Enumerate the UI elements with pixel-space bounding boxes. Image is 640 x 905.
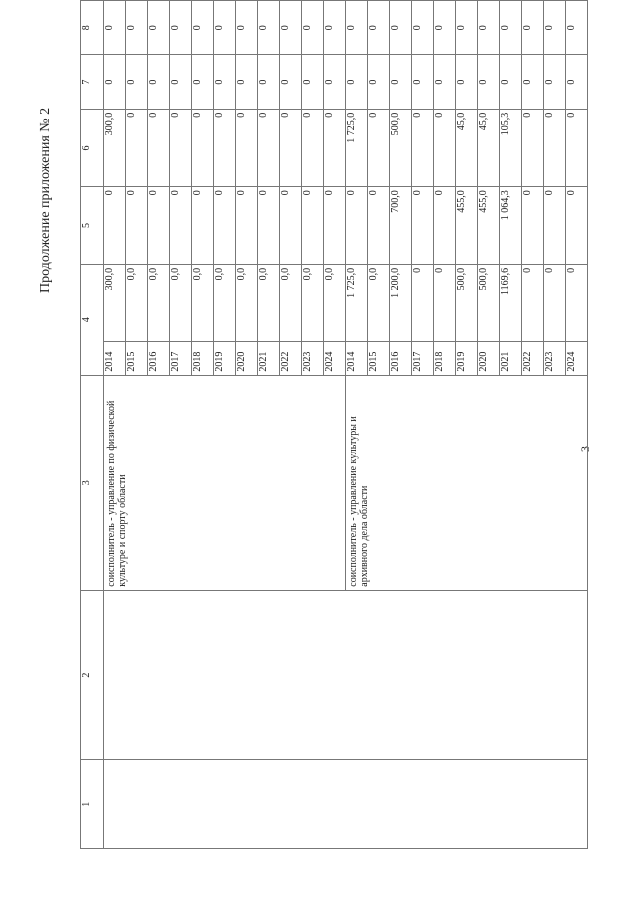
value-cell: 0 bbox=[280, 187, 302, 265]
value-cell: 0 bbox=[148, 187, 170, 265]
data-table bbox=[80, 0, 588, 849]
value-cell: 0,0 bbox=[170, 264, 192, 342]
value-cell: 0 bbox=[104, 55, 126, 109]
value-cell: 0 bbox=[346, 55, 368, 109]
value-cell: 0 bbox=[148, 55, 170, 109]
value-cell: 500,0 bbox=[390, 109, 412, 187]
year-cell: 2015 bbox=[368, 342, 390, 375]
value-cell: 0 bbox=[236, 109, 258, 187]
year-cell: 2019 bbox=[214, 342, 236, 375]
value-cell: 0 bbox=[236, 187, 258, 265]
value-cell: 0 bbox=[522, 187, 544, 265]
header-cell: 4 bbox=[81, 264, 104, 375]
value-cell: 0 bbox=[236, 55, 258, 109]
value-cell: 0,0 bbox=[126, 264, 148, 342]
year-cell: 2017 bbox=[170, 342, 192, 375]
value-cell: 0 bbox=[192, 187, 214, 265]
value-cell: 1 064,3 bbox=[500, 187, 522, 265]
value-cell: 0,0 bbox=[368, 264, 390, 342]
value-cell: 0 bbox=[412, 55, 434, 109]
year-cell: 2020 bbox=[478, 342, 500, 375]
value-cell: 0 bbox=[302, 187, 324, 265]
value-cell: 0 bbox=[324, 1, 346, 55]
year-cell: 2019 bbox=[456, 342, 478, 375]
value-cell: 0 bbox=[434, 1, 456, 55]
year-cell: 2020 bbox=[236, 342, 258, 375]
header-cell: 6 bbox=[81, 109, 104, 187]
value-cell: 0 bbox=[104, 1, 126, 55]
year-cell: 2022 bbox=[522, 342, 544, 375]
value-cell: 0,0 bbox=[192, 264, 214, 342]
value-cell: 0 bbox=[324, 109, 346, 187]
value-cell: 455,0 bbox=[478, 187, 500, 265]
header-cell: 8 bbox=[81, 1, 104, 55]
value-cell: 1 200,0 bbox=[390, 264, 412, 342]
value-cell: 0 bbox=[280, 1, 302, 55]
value-cell: 0 bbox=[500, 1, 522, 55]
page-number: 3 bbox=[578, 446, 592, 452]
value-cell: 0 bbox=[390, 1, 412, 55]
value-cell: 0 bbox=[148, 1, 170, 55]
year-cell: 2017 bbox=[412, 342, 434, 375]
value-cell: 0 bbox=[280, 55, 302, 109]
executor-cell: соисполнитель - управление культуры и архивного дела области bbox=[346, 375, 588, 590]
value-cell: 0,0 bbox=[324, 264, 346, 342]
value-cell: 0 bbox=[412, 109, 434, 187]
executor-cell: соисполнитель - управление по физической культуре и спорту области bbox=[104, 375, 346, 590]
header-cell: 2 bbox=[81, 590, 104, 760]
value-cell: 0 bbox=[522, 109, 544, 187]
value-cell: 0 bbox=[522, 264, 544, 342]
value-cell: 1169,6 bbox=[500, 264, 522, 342]
value-cell: 0 bbox=[192, 109, 214, 187]
value-cell: 0 bbox=[324, 55, 346, 109]
value-cell: 0 bbox=[258, 55, 280, 109]
value-cell: 500,0 bbox=[456, 264, 478, 342]
year-cell: 2018 bbox=[192, 342, 214, 375]
value-cell: 0 bbox=[368, 109, 390, 187]
header-cell: 1 bbox=[81, 760, 104, 849]
value-cell: 0 bbox=[104, 187, 126, 265]
value-cell: 0 bbox=[148, 109, 170, 187]
value-cell: 0 bbox=[280, 109, 302, 187]
value-cell: 1 725,0 bbox=[346, 264, 368, 342]
value-cell: 0,0 bbox=[148, 264, 170, 342]
value-cell: 0 bbox=[566, 109, 588, 187]
value-cell: 0 bbox=[566, 55, 588, 109]
value-cell: 0 bbox=[434, 109, 456, 187]
year-cell: 2014 bbox=[104, 342, 126, 375]
year-cell: 2018 bbox=[434, 342, 456, 375]
value-cell: 0 bbox=[170, 55, 192, 109]
value-cell: 105,3 bbox=[500, 109, 522, 187]
value-cell: 455,0 bbox=[456, 187, 478, 265]
value-cell: 0 bbox=[368, 55, 390, 109]
value-cell: 0 bbox=[544, 187, 566, 265]
year-cell: 2014 bbox=[346, 342, 368, 375]
value-cell: 300,0 bbox=[104, 109, 126, 187]
value-cell: 0 bbox=[500, 55, 522, 109]
year-cell: 2015 bbox=[126, 342, 148, 375]
value-cell: 0 bbox=[566, 264, 588, 342]
value-cell: 45,0 bbox=[456, 109, 478, 187]
value-cell: 0 bbox=[236, 1, 258, 55]
value-cell: 0 bbox=[456, 1, 478, 55]
year-cell: 2021 bbox=[258, 342, 280, 375]
value-cell: 0 bbox=[126, 187, 148, 265]
header-cell: 3 bbox=[81, 375, 104, 590]
value-cell: 0,0 bbox=[214, 264, 236, 342]
value-cell: 0,0 bbox=[280, 264, 302, 342]
value-cell: 500,0 bbox=[478, 264, 500, 342]
value-cell: 0 bbox=[544, 55, 566, 109]
value-cell: 0 bbox=[544, 1, 566, 55]
value-cell: 0,0 bbox=[302, 264, 324, 342]
value-cell: 0 bbox=[368, 187, 390, 265]
value-cell: 0 bbox=[214, 109, 236, 187]
year-cell: 2022 bbox=[280, 342, 302, 375]
value-cell: 0 bbox=[192, 55, 214, 109]
value-cell: 0 bbox=[434, 187, 456, 265]
header-cell: 7 bbox=[81, 55, 104, 109]
value-cell: 0 bbox=[522, 55, 544, 109]
value-cell: 0 bbox=[368, 1, 390, 55]
value-cell: 0 bbox=[566, 187, 588, 265]
year-cell: 2024 bbox=[324, 342, 346, 375]
table-row bbox=[104, 1, 126, 849]
value-cell: 0 bbox=[126, 55, 148, 109]
empty-cell bbox=[104, 760, 588, 849]
value-cell: 0 bbox=[346, 1, 368, 55]
value-cell: 0 bbox=[192, 1, 214, 55]
value-cell: 0 bbox=[302, 1, 324, 55]
header-cell: 5 bbox=[81, 187, 104, 265]
value-cell: 0 bbox=[412, 264, 434, 342]
value-cell: 0,0 bbox=[258, 264, 280, 342]
value-cell: 0 bbox=[214, 55, 236, 109]
year-cell: 2023 bbox=[544, 342, 566, 375]
year-cell: 2024 bbox=[566, 342, 588, 375]
value-cell: 0 bbox=[522, 1, 544, 55]
value-cell: 0 bbox=[544, 264, 566, 342]
value-cell: 0 bbox=[126, 109, 148, 187]
value-cell: 0 bbox=[302, 109, 324, 187]
value-cell: 0 bbox=[258, 1, 280, 55]
value-cell: 0 bbox=[214, 1, 236, 55]
value-cell: 0 bbox=[346, 187, 368, 265]
value-cell: 700,0 bbox=[390, 187, 412, 265]
value-cell: 0 bbox=[390, 55, 412, 109]
value-cell: 0 bbox=[126, 1, 148, 55]
value-cell: 300,0 bbox=[104, 264, 126, 342]
year-cell: 2016 bbox=[390, 342, 412, 375]
value-cell: 0 bbox=[214, 187, 236, 265]
year-cell: 2016 bbox=[148, 342, 170, 375]
value-cell: 0 bbox=[170, 1, 192, 55]
value-cell: 0 bbox=[302, 55, 324, 109]
value-cell: 0 bbox=[478, 1, 500, 55]
value-cell: 0 bbox=[170, 187, 192, 265]
value-cell: 0 bbox=[566, 1, 588, 55]
value-cell: 0 bbox=[324, 187, 346, 265]
value-cell: 1 725,0 bbox=[346, 109, 368, 187]
value-cell: 0 bbox=[170, 109, 192, 187]
value-cell: 0,0 bbox=[236, 264, 258, 342]
year-cell: 2023 bbox=[302, 342, 324, 375]
value-cell: 0 bbox=[478, 55, 500, 109]
value-cell: 0 bbox=[434, 264, 456, 342]
value-cell: 0 bbox=[412, 1, 434, 55]
value-cell: 0 bbox=[544, 109, 566, 187]
value-cell: 0 bbox=[412, 187, 434, 265]
value-cell: 0 bbox=[434, 55, 456, 109]
value-cell: 0 bbox=[258, 187, 280, 265]
year-cell: 2021 bbox=[500, 342, 522, 375]
value-cell: 45,0 bbox=[478, 109, 500, 187]
page-title: Продолжение приложения № 2 bbox=[38, 107, 53, 293]
header-row bbox=[81, 1, 104, 849]
empty-cell bbox=[104, 590, 588, 760]
value-cell: 0 bbox=[456, 55, 478, 109]
value-cell: 0 bbox=[258, 109, 280, 187]
